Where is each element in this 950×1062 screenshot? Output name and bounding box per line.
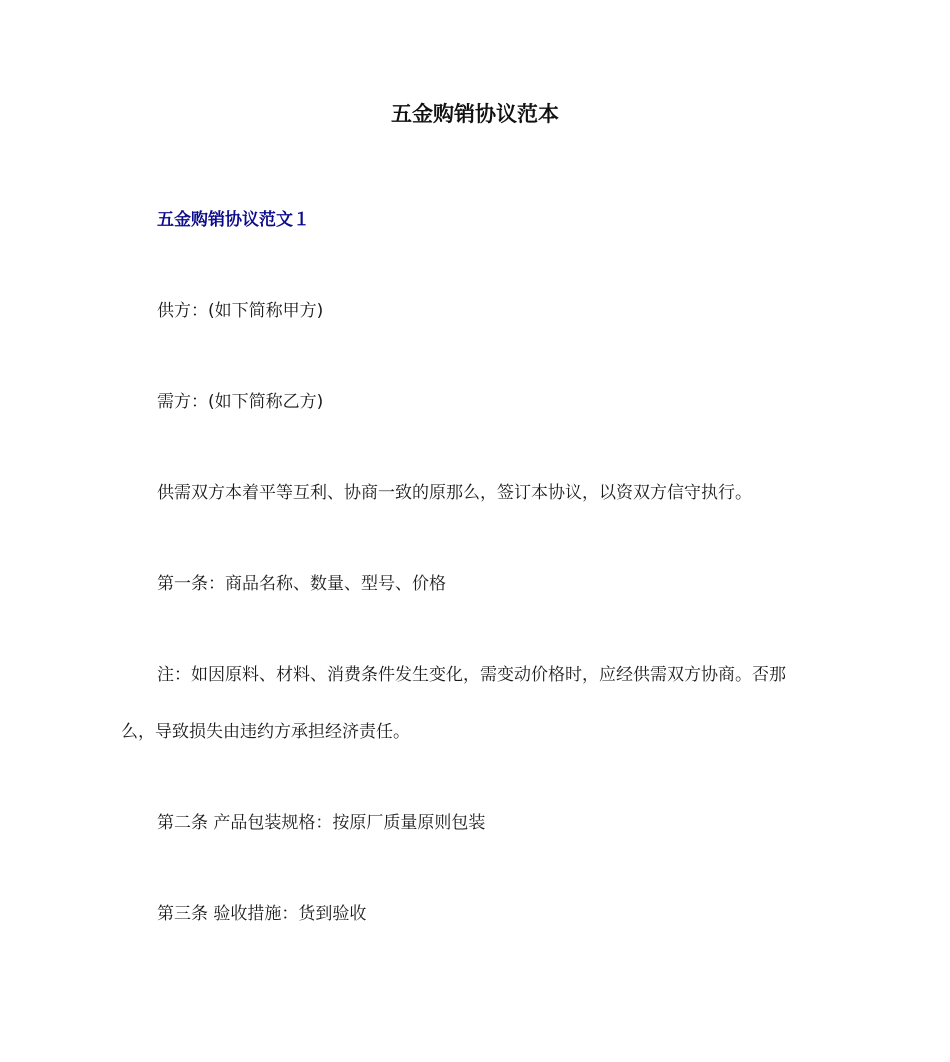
paragraph-note-line-1: 注：如因原料、材料、消费条件发生变化，需变动价格时，应经供需双方协商。否那 bbox=[157, 665, 786, 685]
paragraph-buyer: 需方：(如下简称乙方) bbox=[157, 392, 324, 412]
paragraph-article-2: 第二条 产品包装规格：按原厂质量原则包装 bbox=[157, 813, 486, 833]
paragraph-article-1: 第一条：商品名称、数量、型号、价格 bbox=[157, 574, 446, 594]
paragraph-intro: 供需双方本着平等互利、协商一致的原那么，签订本协议，以资双方信守执行。 bbox=[157, 483, 752, 503]
document-title: 五金购销协议范本 bbox=[391, 102, 559, 126]
paragraph-supplier: 供方：(如下简称甲方) bbox=[157, 301, 324, 321]
section-heading: 五金购销协议范文１ bbox=[157, 210, 310, 230]
paragraph-note-line-2: 么，导致损失由违约方承担经济责任。 bbox=[121, 722, 410, 742]
paragraph-article-3: 第三条 验收措施：货到验收 bbox=[157, 904, 367, 924]
